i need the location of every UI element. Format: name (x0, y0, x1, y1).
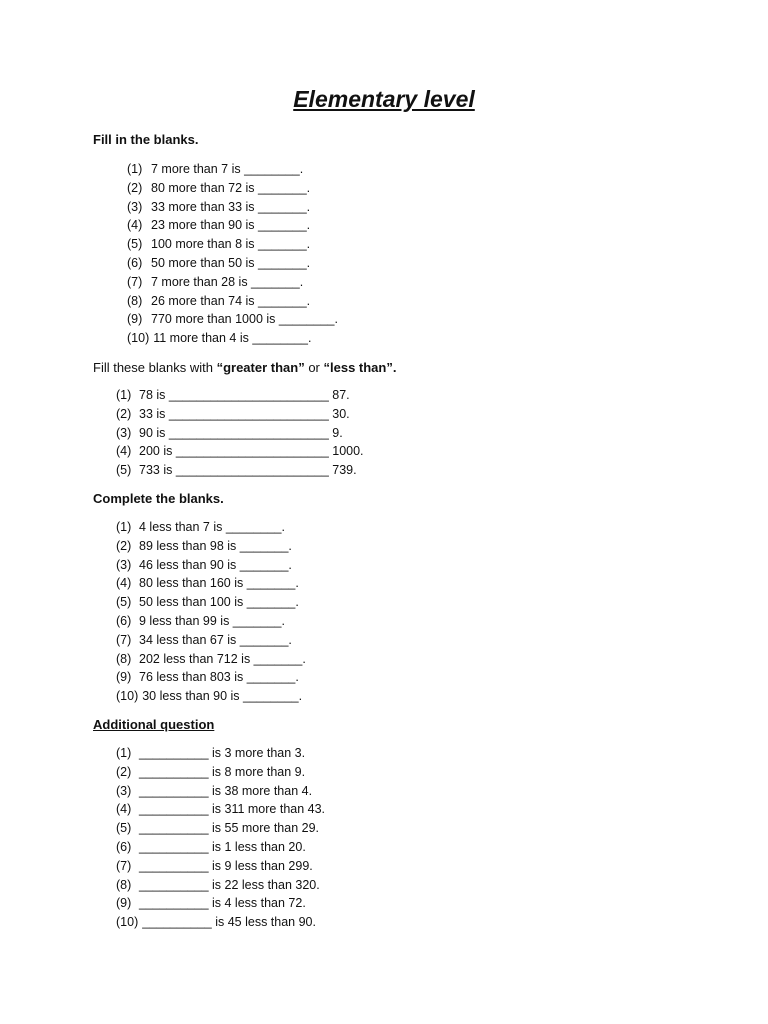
item-number: (2) (116, 406, 132, 421)
item-number: (8) (116, 651, 132, 666)
item-text: 30 less than 90 is ________. (142, 689, 303, 704)
item-number: (9) (127, 312, 143, 327)
list-item (116, 819, 325, 838)
list-item (116, 461, 364, 480)
item-number: (6) (116, 613, 132, 628)
item-text: 89 less than 98 is _______. (139, 538, 292, 553)
list-item (116, 800, 325, 819)
list-item (127, 216, 338, 235)
list-item (116, 687, 306, 706)
item-number: (5) (127, 237, 143, 252)
item-number: (3) (116, 783, 132, 798)
item-text: 50 less than 100 is _______. (139, 595, 299, 610)
list-item (116, 612, 306, 631)
item-text: 202 less than 712 is _______. (139, 651, 306, 666)
item-text: __________ is 22 less than 320. (139, 877, 320, 892)
item-text: 26 more than 74 is _______. (151, 293, 311, 308)
heading-period: . (392, 360, 397, 375)
item-number: (7) (116, 632, 132, 647)
item-number: (9) (116, 896, 132, 911)
option-greater-than: “greater than” (216, 360, 305, 375)
list-item (116, 537, 306, 556)
item-number: (1) (127, 162, 143, 176)
item-number: (9) (116, 670, 132, 685)
item-number: (6) (127, 255, 143, 270)
heading-text: Fill these blanks with (93, 360, 217, 375)
list-item (116, 894, 325, 913)
item-text: 46 less than 90 is _______. (139, 557, 292, 572)
list-item (116, 442, 364, 461)
item-number: (4) (116, 576, 132, 591)
item-text: 200 is ______________________ 1000. (139, 444, 364, 459)
item-text: 34 less than 67 is _______. (139, 632, 292, 647)
item-number: (6) (116, 839, 132, 854)
section2-heading (93, 360, 396, 375)
list-item (116, 574, 306, 593)
item-number: (7) (127, 274, 143, 289)
item-number: (2) (116, 764, 132, 779)
list-item (116, 386, 364, 405)
item-text: 733 is ______________________ 739. (139, 463, 357, 478)
list-item (116, 518, 306, 537)
list-item (116, 650, 306, 669)
list-item (127, 310, 338, 329)
list-item (127, 235, 338, 254)
list-item (127, 198, 338, 217)
section4-heading: Additional question (93, 717, 215, 732)
item-text: __________ is 311 more than 43. (139, 802, 326, 817)
item-number: (1) (116, 388, 132, 402)
item-number: (10) (127, 331, 150, 346)
list-item (116, 838, 325, 857)
item-number: (1) (116, 746, 132, 760)
item-text: 33 more than 33 is _______. (151, 199, 311, 214)
item-number: (1) (116, 520, 132, 534)
page-title: Elementary level (293, 86, 475, 112)
list-item (127, 179, 338, 198)
heading-or: or (304, 360, 324, 375)
item-number: (10) (116, 915, 139, 930)
item-text: __________ is 45 less than 90. (142, 915, 316, 930)
item-number: (4) (127, 218, 143, 233)
item-number: (5) (116, 463, 132, 478)
list-item (127, 273, 338, 292)
list-item (116, 631, 306, 650)
list-item (116, 405, 364, 424)
item-text: 23 more than 90 is _______. (151, 218, 311, 233)
item-text: 7 more than 7 is ________. (151, 162, 304, 176)
item-text: 90 is _______________________ 9. (139, 425, 343, 440)
item-text: __________ is 1 less than 20. (139, 839, 306, 854)
item-text: 78 is _______________________ 87. (139, 388, 350, 402)
item-number: (8) (116, 877, 132, 892)
section2-list (116, 386, 364, 480)
item-number: (10) (116, 689, 139, 704)
section1-list (127, 160, 338, 348)
item-text: 33 is _______________________ 30. (139, 406, 350, 421)
item-number: (5) (116, 821, 132, 836)
item-text: __________ is 3 more than 3. (139, 746, 306, 760)
item-number: (3) (127, 199, 143, 214)
item-text: 100 more than 8 is _______. (151, 237, 311, 252)
item-text: __________ is 9 less than 299. (139, 858, 313, 873)
item-text: 4 less than 7 is ________. (139, 520, 285, 534)
section3-list (116, 518, 306, 706)
item-number: (7) (116, 858, 132, 873)
item-text: 11 more than 4 is ________. (153, 331, 312, 346)
item-text: __________ is 55 more than 29. (139, 821, 319, 836)
list-item (127, 160, 338, 179)
item-text: 80 more than 72 is _______. (151, 180, 311, 195)
item-number: (2) (127, 180, 143, 195)
list-item (116, 876, 325, 895)
list-item (127, 254, 338, 273)
item-text: __________ is 4 less than 72. (139, 896, 306, 911)
list-item (116, 857, 325, 876)
list-item (127, 292, 338, 311)
item-text: 9 less than 99 is _______. (139, 613, 285, 628)
list-item (116, 744, 325, 763)
item-text: 50 more than 50 is _______. (151, 255, 311, 270)
item-number: (4) (116, 444, 132, 459)
item-number: (2) (116, 538, 132, 553)
section3-heading: Complete the blanks. (93, 491, 224, 506)
list-item (116, 782, 325, 801)
option-less-than: “less than” (323, 360, 393, 375)
section4-list (116, 744, 325, 932)
item-number: (5) (116, 595, 132, 610)
item-text: __________ is 8 more than 9. (139, 764, 306, 779)
item-text: 7 more than 28 is _______. (151, 274, 304, 289)
list-item (116, 668, 306, 687)
item-text: 76 less than 803 is _______. (139, 670, 299, 685)
item-text: 80 less than 160 is _______. (139, 576, 299, 591)
list-item (116, 556, 306, 575)
item-text: 770 more than 1000 is ________. (151, 312, 338, 327)
item-text: __________ is 38 more than 4. (139, 783, 313, 798)
list-item (116, 593, 306, 612)
item-number: (3) (116, 425, 132, 440)
item-number: (3) (116, 557, 132, 572)
list-item (116, 913, 325, 932)
section1-heading: Fill in the blanks. (93, 132, 199, 147)
item-number: (8) (127, 293, 143, 308)
item-number: (4) (116, 802, 132, 817)
list-item (116, 763, 325, 782)
list-item (127, 329, 338, 348)
list-item (116, 424, 364, 443)
